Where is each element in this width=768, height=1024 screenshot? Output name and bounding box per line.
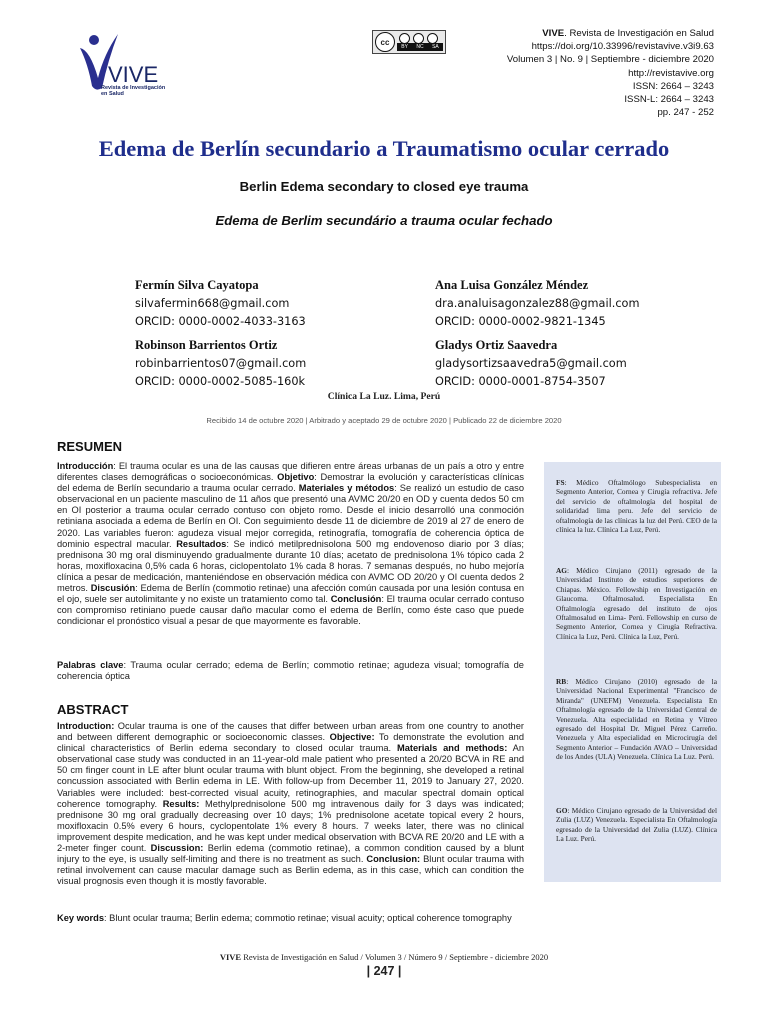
license-tags [397, 43, 443, 51]
text-introduction: Ocular trauma is one of the causes that differ between urban areas from one country to another and between different demographic or socioeconomic classes. [57, 721, 524, 743]
nc-icon [413, 33, 424, 44]
label-discussion-en: Discussion: [150, 843, 204, 854]
label-objective-en: Objective: [329, 732, 375, 743]
footer-citation [0, 952, 768, 962]
author-name: Fermín Silva Cayatopa [135, 278, 259, 292]
volume-info: Volumen 3 | No. 9 | Septiembre - diciembre 2020 [506, 54, 714, 66]
note-label: GO [556, 806, 568, 815]
text-methods-en: An observational case study was conducted in an 11-year-old male patient who presented a 20/20 BCVA in RE and 50 cm finger count in LE after blunt ocular trauma with blunt object. From the beginning, she developed a retinal concussion associated with Berlin edema in LE. With follow-up from December 11, 2019 to January 27, 2020. Variables were included: best-corrected visual acuity, retinographies, and macular spectral domain optical coherence tomography. [57, 743, 524, 809]
title-spanish: Edema de Berlín secundario a Traumatismo ocular cerrado [98, 136, 670, 161]
publication-dates: Recibido 14 de octubre 2020 | Arbitrado y aceptado 29 de octubre 2020 | Publicado 22 de diciembre 2020 [206, 416, 562, 425]
text-results: : Se indicó metilprednisolona 500 mg endovenoso diario por 3 días; prednisona 30 mg oral disminuyendo gradualmente durante 10 días; acetato de prednisolona 1% tópico cada 2 horas, moxifloxacina 0,5% cada 6 horas, ciclopentolato 1% cada 8 horas. 7 semanas después, no hubo mejoría clínica a pesar de medicación, manteniéndose en observación médica con AVMC OD 20/20 y OI cuenta dedos 2 metros. [57, 538, 525, 594]
journal-name-line [507, 27, 714, 40]
text-key-words: : Blunt ocular trauma; Berlin edema; commotio retinae; visual acuity; optical coherence tomography [104, 913, 512, 923]
author-name: Ana Luisa González Méndez [435, 278, 589, 292]
cc-icon: cc [375, 32, 395, 52]
author-orcid: ORCID: 0000-0002-5085-160k [135, 375, 306, 388]
label-key-words: Key words [57, 913, 105, 923]
label-results: Resultados [176, 538, 227, 549]
text-conclusion: : El trauma ocular cerrado contuso con compromiso retiniano puede causar daño macular como el edema de Berlín, como éste caso que puede condicionar el pronóstico visual a pesar de que mayormente es favorable. [57, 594, 524, 627]
issn-l: ISSN-L: 2664 – 3243 [624, 94, 714, 106]
author-note-go [556, 806, 717, 844]
journal-info [507, 27, 714, 119]
note-label: FS [556, 478, 565, 487]
note-label: AG [556, 566, 568, 575]
author-block [435, 276, 639, 332]
abstract-body [57, 721, 524, 887]
sa-icon [427, 33, 438, 44]
text-objective: : Demostrar la evolución y características clínicas del edema de Berlín secundario a trauma ocular cerrado. [57, 472, 525, 494]
logo-subtitle: Revista de Investigación en Salud [101, 85, 166, 97]
by-icon [399, 33, 410, 44]
resumen-heading: RESUMEN [57, 439, 123, 454]
author-block [135, 336, 306, 392]
author-email[interactable]: gladysortizsaavedra5@gmail.com [435, 356, 627, 370]
footer-text: Revista de Investigación en Salud / Volumen 3 / Número 9 / Septiembre - diciembre 2020 [241, 952, 549, 962]
doi-link[interactable]: https://doi.org/10.33996/revistavive.v3i9.63 [531, 41, 714, 53]
author-email[interactable]: silvafermin668@gmail.com [135, 296, 290, 310]
text-objective-en: To demonstrate the evolution and clinical characteristics of Berlin edema secondary to closed ocular trauma. [57, 732, 524, 754]
license-by: BY [401, 44, 408, 50]
note-text: : Médico Cirujano (2011) egresado de la Universidad Instituto de estudios superiores de Chiapas. México. Fellowship en Investigación en Glaucoma. Oftalmosalud. Especialista En Oftalmología egresado del instituto de ojos Oftalmosalud en Lima- Perú. Fellowship en curso de Segmento Anterior, Cornea y Cirugía Refractiva. Clínica la Luz, Perú. Clínica la Luz, Perú. [556, 566, 717, 641]
resumen-body [57, 461, 524, 627]
license-nc: NC [416, 44, 424, 50]
text-discussion: : Edema de Berlín (commotio retinae) una afección común causada por una lesión contusa en el ojo, suele ser autolimitante y no existe un tratamiento como tal. [57, 583, 524, 605]
note-label: RB [556, 677, 567, 686]
footer-journal: VIVE [219, 952, 242, 962]
author-note-ag [556, 566, 717, 641]
label-discussion: Discusión [90, 583, 136, 594]
journal-full: . Revista de Investigación en Salud [564, 28, 714, 39]
journal-url[interactable]: http://revistavive.org [628, 67, 714, 79]
author-block [435, 336, 627, 392]
text-conclusion-en: Blunt ocular trauma with retinal involvement can cause macular damage such as Berlin edema, as in this case, which can condition the visual prognosis even though it is mostly favorable. [57, 854, 525, 887]
logo-wordmark: VIVE [108, 62, 159, 87]
label-introduction: Introduction: [57, 721, 115, 731]
note-text: : Médico Oftalmólogo Subespecialista en Segmento Anterior, Cornea y Cirugía refractiva. Jefe del servicio de oftalmología del hospital de solidaridad lima peru. Jefe del servicio de oftalmología de las clínicas la luz del Perú. CEO de la clínica la luz. Clínica La Luz, Perú. [556, 478, 717, 535]
author-name: Gladys Ortiz Saavedra [435, 338, 558, 352]
label-intro: Introducción [57, 461, 114, 471]
author-email[interactable]: robinbarrientos07@gmail.com [135, 356, 307, 370]
author-note-rb [556, 677, 717, 762]
affiliation: Clínica La Luz. Lima, Perú [327, 391, 441, 402]
text-results-en: Methylprednisolone 500 mg intravenous daily for 3 days was indicated; prednisone 30 mg oral gradually decreasing over 10 days; 1% prednisolone acetate topical every 2 hours, moxifloxacin 0.5% every 6 hours, cyclopentolate 1% every 8 hours. 7 weeks later, there was no clinical improvement despite medication, and he was kept under medical observation with BCVA RE 20/20 and LE with a 2-meter finger count. [57, 798, 524, 854]
note-text: : Médico Cirujano egresado de la Universidad del Zulia (LUZ) Venezuela. Especialista En Oftalmología egresado de la Universidad del Zulia (LUZ). Clínica La Luz. Perú. [556, 806, 717, 844]
author-orcid: ORCID: 0000-0001-8754-3507 [435, 375, 606, 388]
title-portuguese: Edema de Berlim secundário a trauma ocular fechado [215, 213, 553, 228]
text-palabras-clave: : Trauma ocular cerrado; edema de Berlín; commotio retinae; agudeza visual; tomografía de coherencia óptica [57, 660, 524, 682]
label-methods-en: Materials and methods: [396, 743, 508, 754]
palabras-clave [57, 660, 524, 682]
abstract-heading: ABSTRACT [57, 702, 129, 717]
author-orcid: ORCID: 0000-0002-4033-3163 [135, 315, 306, 328]
journal-name: VIVE [542, 28, 565, 39]
author-email[interactable]: dra.analuisagonzalez88@gmail.com [435, 296, 640, 310]
label-results-en: Results: [162, 798, 200, 809]
key-words [57, 913, 524, 924]
page-range: pp. 247 - 252 [657, 107, 714, 119]
text-methods: : Se realizó un estudio de caso observacional en un paciente masculino de 11 años que presentó una AVMC 20/20 en OD y cuenta dedos 50 cm en OI posterior a trauma ocular cerrado contuso con objeto romo. Desde el inicio desarrolló una conmoción retiniana asociada a edema de Berlín en OI. Con seguimiento desde 11 de diciembre de 2019 al 27 de enero de 2020. Las variables fueron: agudeza visual mejor corregida, retinografía, tomografía de coherencia óptica de dominio espectral macular. [57, 483, 524, 549]
page-number: | 247 | [366, 964, 402, 978]
author-orcid: ORCID: 0000-0002-9821-1345 [435, 315, 606, 328]
note-text: : Médico Cirujano (2010) egresado de la Universidad Nacional Experimental "Francisco de Miranda" (UNEFM) Venezuela. Especialista En Oftalmología egresado de la Universidad Central de Venezuela. Alta especialidad en Retina y Vítreo egresado del Hospital Dr. Miguel Pérez Carreño. Venezuela y Alta especialidad en Microcirugía del Segmento Anterior – Fundación AVAO – Universidad de los Andes (ULA) Venezuela. Clínica La Luz. Perú. [556, 677, 717, 762]
author-note-fs [556, 478, 717, 534]
title-english: Berlin Edema secondary to closed eye trauma [239, 179, 529, 194]
text-discussion-en: Berlin edema (commotio retinae), a common condition caused by a blunt injury to the eye, is usually self-limiting and there is no treatment as such. [57, 843, 524, 865]
label-palabras-clave: Palabras clave [57, 660, 124, 670]
issn: ISSN: 2664 – 3243 [632, 80, 714, 92]
label-conclusion-en: Conclusion: [366, 854, 421, 865]
license-sa: SA [432, 44, 439, 50]
text-intro: : El trauma ocular es una de las causas que difieren entre áreas urbanas de un país a otro y entre diferentes clases demográficas o socioeconómicas. [57, 461, 524, 483]
label-methods: Materiales y métodos [298, 483, 395, 494]
cc-license-badge [372, 30, 446, 54]
label-conclusion: Conclusión [330, 594, 382, 605]
label-objective: Objetivo [277, 472, 315, 483]
author-block [135, 276, 306, 332]
author-name: Robinson Barrientos Ortiz [135, 338, 278, 352]
